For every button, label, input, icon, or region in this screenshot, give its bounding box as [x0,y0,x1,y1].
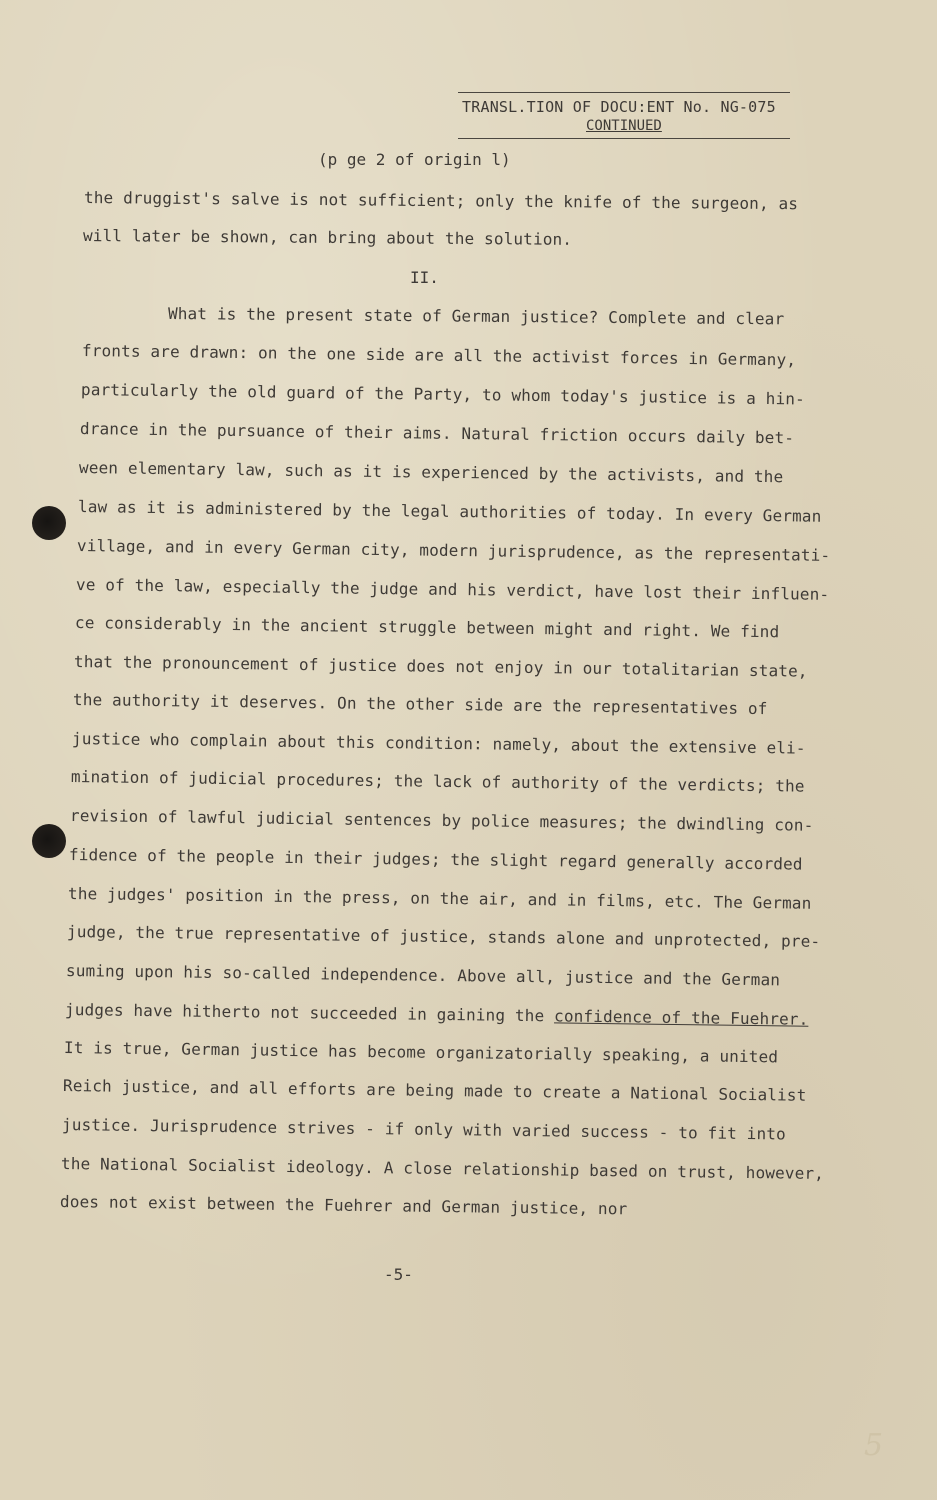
body-line: justice who complain about this condition: namely, about the extensive eli- [71,729,806,758]
body-line-with-underline [65,1000,809,1029]
section-numeral: II. [410,268,439,287]
body-line: does not exist between the Fuehrer and German justice, nor [59,1192,628,1219]
body-line: the druggist's salve is not sufficient; only the knife of the surgeon, as [83,188,799,214]
body-line: drance in the pursuance of their aims. Natural friction occurs daily bet- [79,419,795,448]
faint-corner-mark: 5 [864,1428,884,1463]
body-line: ve of the law, especially the judge and his verdict, have lost their influen- [75,575,830,604]
body-line: particularly the old guard of the Party, to whom today's justice is a hin- [80,380,805,409]
body-line: the authority it deserves. On the other side are the representatives of [72,690,768,719]
page-reference: (p ge 2 of origin l) [318,150,511,169]
body-line: that the pronouncement of justice does not enjoy in our totalitarian state, [73,652,808,681]
body-line: judge, the true representative of justice, stands alone and unprotected, pre- [66,922,821,951]
body-line: Reich justice, and all efforts are being made to create a National Socialist [62,1076,807,1105]
body-line: fidence of the people in their judges; the slight regard generally accorded [68,845,803,874]
body-line: will later be shown, can bring about the solution. [82,226,573,249]
header-top-rule [458,92,790,93]
body-line: revision of lawful judicial sentences by police measures; the dwindling con- [69,806,814,835]
body-line: ween elementary law, such as it is experienced by the activists, and the [78,458,784,487]
body-line: mination of judicial procedures; the lack of authority of the verdicts; the [70,767,805,796]
underlined-phrase: confidence of the Fuehrer. [553,1006,809,1029]
body-line: justice. Jurisprudence strives - if only with varied success - to fit into [61,1115,786,1144]
page-number: -5- [384,1265,413,1284]
body-line: law as it is administered by the legal authorities of today. In every German [77,497,822,526]
body-line: What is the present state of German justice? Complete and clear [167,304,785,329]
header-title: TRANSL.TION OF DOCU:ENT No. NG-075 [462,98,776,116]
punch-hole-lower [32,824,66,858]
body-line: fronts are drawn: on the one side are all the activist forces in Germany, [81,341,797,370]
body-line: It is true, German justice has become organizatorially speaking, a united [63,1038,779,1067]
header-bottom-rule [458,138,790,139]
punch-hole-upper [32,506,66,540]
body-line: suming upon his so-called independence. Above all, justice and the German [65,961,781,990]
body-line: village, and in every German city, modern jurisprudence, as the representati- [76,536,831,565]
header-continued: CONTINUED [586,118,662,134]
body-line-text: judges have hitherto not succeeded in gaining the [64,1000,545,1026]
body-line: ce considerably in the ancient struggle between might and right. We find [74,613,780,642]
body-line: the National Socialist ideology. A close relationship based on trust, however, [60,1154,825,1183]
body-line: the judges' position in the press, on the air, and in films, etc. The German [67,884,812,913]
